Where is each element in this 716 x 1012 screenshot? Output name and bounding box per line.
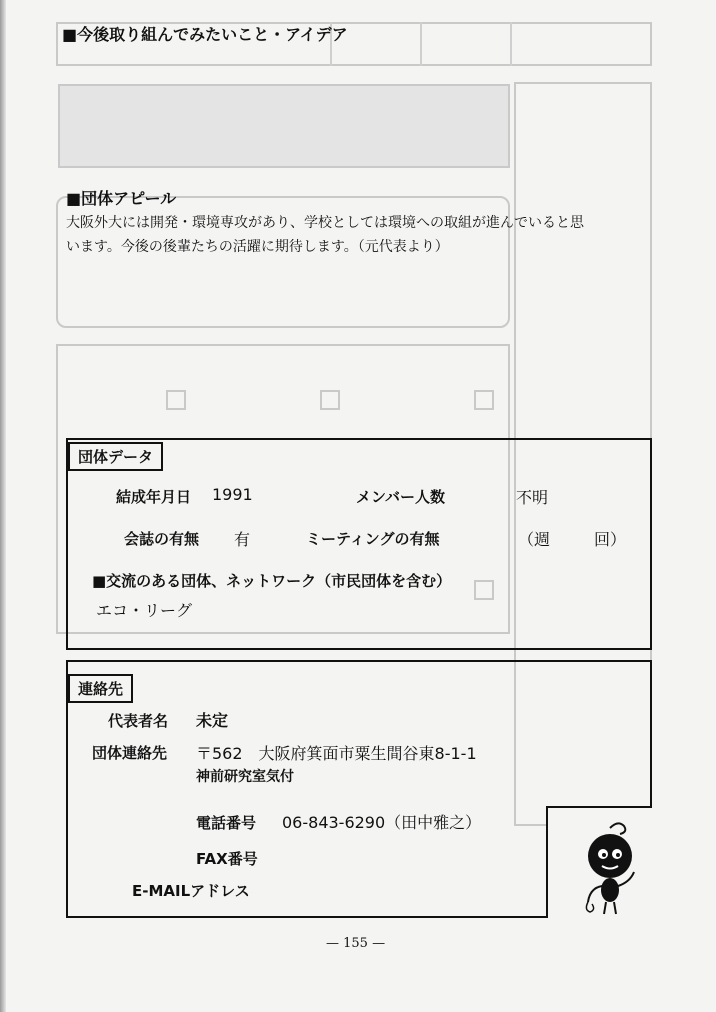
fax-label: FAX番号 (196, 850, 258, 868)
mascot-illustration (570, 818, 650, 918)
network-value: エコ・リーグ (96, 601, 193, 620)
tel-value: 06-843-6290（田中雅之） (282, 813, 482, 832)
ideas-section-title: ■今後取り組んでみたいこと・アイデア (62, 25, 348, 44)
addr-line-1: 〒562 大阪府箕面市粟生間谷東8-1-1 (196, 744, 477, 763)
members-label: メンバー人数 (356, 488, 445, 506)
newsletter-label: 会誌の有無 (124, 530, 200, 548)
meeting-times: 回） (594, 530, 627, 549)
ghost-divider (510, 22, 512, 66)
meeting-week: （週 (518, 530, 551, 549)
ghost-checkbox (166, 390, 186, 410)
ghost-divider (420, 22, 422, 66)
founded-label: 結成年月日 (116, 488, 192, 506)
scan-edge-shadow (0, 0, 6, 1012)
ghost-checkbox (320, 390, 340, 410)
meeting-label: ミーティングの有無 (306, 530, 440, 548)
rep-label: 代表者名 (108, 712, 169, 730)
page-number: — 155 — (326, 936, 386, 951)
tel-label: 電話番号 (196, 814, 257, 832)
appeal-section-title: ■団体アピール (66, 189, 177, 208)
addr-line-2: 神前研究室気付 (196, 769, 294, 785)
newsletter-value: 有 (234, 530, 251, 549)
founded-value: 1991 (212, 485, 253, 504)
appeal-body-line-2: います。今後の後輩たちの活躍に期待します。（元代表より） (66, 239, 449, 255)
network-label: ■交流のある団体、ネットワーク（市民団体を含む） (92, 572, 452, 590)
group-data-tab: 団体データ (68, 442, 163, 471)
ghost-banner (58, 84, 510, 168)
contact-tab: 連絡先 (68, 674, 133, 703)
email-label: E-MAILアドレス (132, 882, 250, 900)
addr-label: 団体連絡先 (92, 744, 168, 762)
members-value: 不明 (516, 488, 549, 507)
ghost-checkbox (474, 390, 494, 410)
appeal-body-line-1: 大阪外大には開発・環境専攻があり、学校としては環境への取組が進んでいると思 (66, 215, 584, 231)
rep-value: 未定 (196, 711, 229, 730)
